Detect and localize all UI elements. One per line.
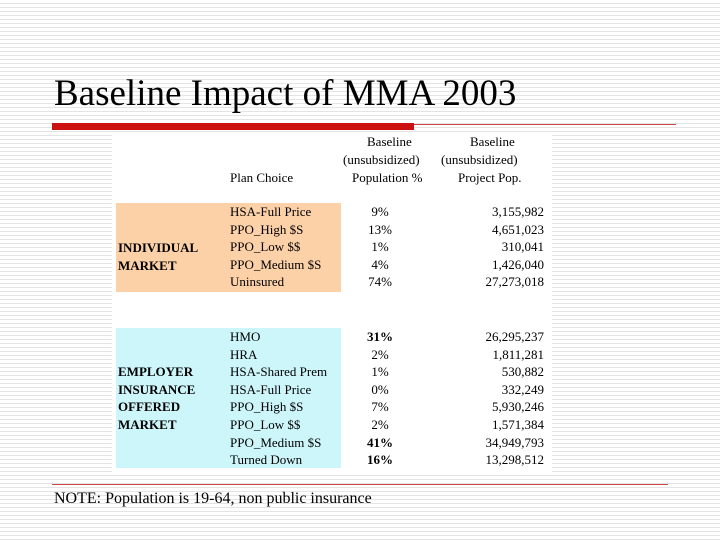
- pct-header-line1: Baseline: [367, 134, 412, 149]
- plan-cell: HSA-Full Price: [230, 381, 312, 397]
- proj-cell: 1,811,281: [492, 346, 544, 362]
- table-row: [112, 363, 552, 381]
- employer-market-label-2: INSURANCE: [118, 381, 196, 397]
- proj-cell: 13,298,512: [485, 452, 544, 468]
- footer-rule: [52, 484, 668, 485]
- proj-cell: 26,295,237: [485, 329, 544, 344]
- proj-cell: 332,249: [501, 381, 544, 397]
- plan-cell: PPO_Low $$: [230, 239, 301, 255]
- pct-cell: 7%: [371, 399, 389, 415]
- plan-choice-header: Plan Choice: [230, 170, 294, 185]
- plan-cell: HRA: [230, 346, 258, 362]
- plan-cell: PPO_High $S: [230, 221, 304, 237]
- table-row: [112, 434, 552, 452]
- title-accent-bar: [52, 123, 414, 130]
- proj-cell: 34,949,793: [485, 434, 544, 450]
- pct-cell: 74%: [368, 274, 392, 290]
- plan-choice-table: [112, 132, 552, 472]
- proj-header-line3: Project Pop.: [458, 170, 522, 185]
- table-row: [112, 256, 552, 274]
- table-row: [112, 273, 552, 291]
- pct-cell: 2%: [371, 346, 389, 362]
- table-row: [112, 346, 552, 364]
- title-rule: [414, 124, 676, 125]
- table-row: [112, 451, 552, 469]
- plan-cell: HSA-Shared Prem: [230, 364, 328, 380]
- proj-cell: 27,273,018: [485, 274, 544, 290]
- employer-market-label-4: MARKET: [118, 416, 177, 432]
- pct-cell: 4%: [371, 256, 389, 272]
- proj-cell: 3,155,982: [492, 204, 544, 219]
- proj-cell: 5,930,246: [492, 399, 544, 415]
- population-note: NOTE: Population is 19-64, non public insurance: [54, 490, 372, 507]
- proj-cell: 310,041: [501, 239, 544, 255]
- proj-cell: 1,426,040: [492, 256, 544, 272]
- pct-cell: 31%: [367, 329, 393, 344]
- proj-cell: 1,571,384: [492, 417, 544, 432]
- pct-cell: 1%: [371, 364, 389, 380]
- employer-market-label-3: OFFERED: [118, 399, 181, 415]
- table-row: [112, 381, 552, 399]
- employer-market-label: EMPLOYER: [118, 364, 194, 379]
- table-row: [112, 238, 552, 256]
- pct-cell: 9%: [371, 204, 389, 219]
- plan-cell: Turned Down: [230, 452, 303, 468]
- plan-cell: PPO_Medium $S: [230, 434, 322, 450]
- proj-header-line2: (unsubsidized): [441, 152, 518, 167]
- pct-cell: 2%: [371, 417, 389, 432]
- pct-cell: 41%: [367, 434, 393, 450]
- table-row: [112, 221, 552, 239]
- pct-cell: 16%: [367, 452, 393, 468]
- plan-cell: PPO_Low $$: [230, 417, 301, 432]
- individual-market-label-2: MARKET: [118, 257, 177, 273]
- table-row: [112, 203, 552, 221]
- proj-header-line1: Baseline: [470, 134, 515, 149]
- individual-market-label: INDIVIDUAL: [118, 240, 199, 255]
- pct-cell: 13%: [368, 221, 392, 237]
- proj-cell: 4,651,023: [492, 221, 544, 237]
- proj-cell: 530,882: [501, 364, 544, 380]
- plan-cell: Uninsured: [230, 274, 285, 290]
- table-row: [112, 328, 552, 346]
- slide-title: Baseline Impact of MMA 2003: [54, 73, 517, 114]
- plan-cell: PPO_Medium $S: [230, 256, 322, 272]
- plan-cell: HMO: [230, 329, 261, 344]
- plan-cell: HSA-Full Price: [230, 204, 312, 219]
- pct-header-line3: Population %: [352, 170, 423, 185]
- pct-header-line2: (unsubsidized): [343, 152, 420, 167]
- table-row: [112, 416, 552, 434]
- plan-cell: PPO_High $S: [230, 399, 304, 415]
- pct-cell: 0%: [371, 381, 389, 397]
- table-row: [112, 398, 552, 416]
- pct-cell: 1%: [371, 239, 389, 255]
